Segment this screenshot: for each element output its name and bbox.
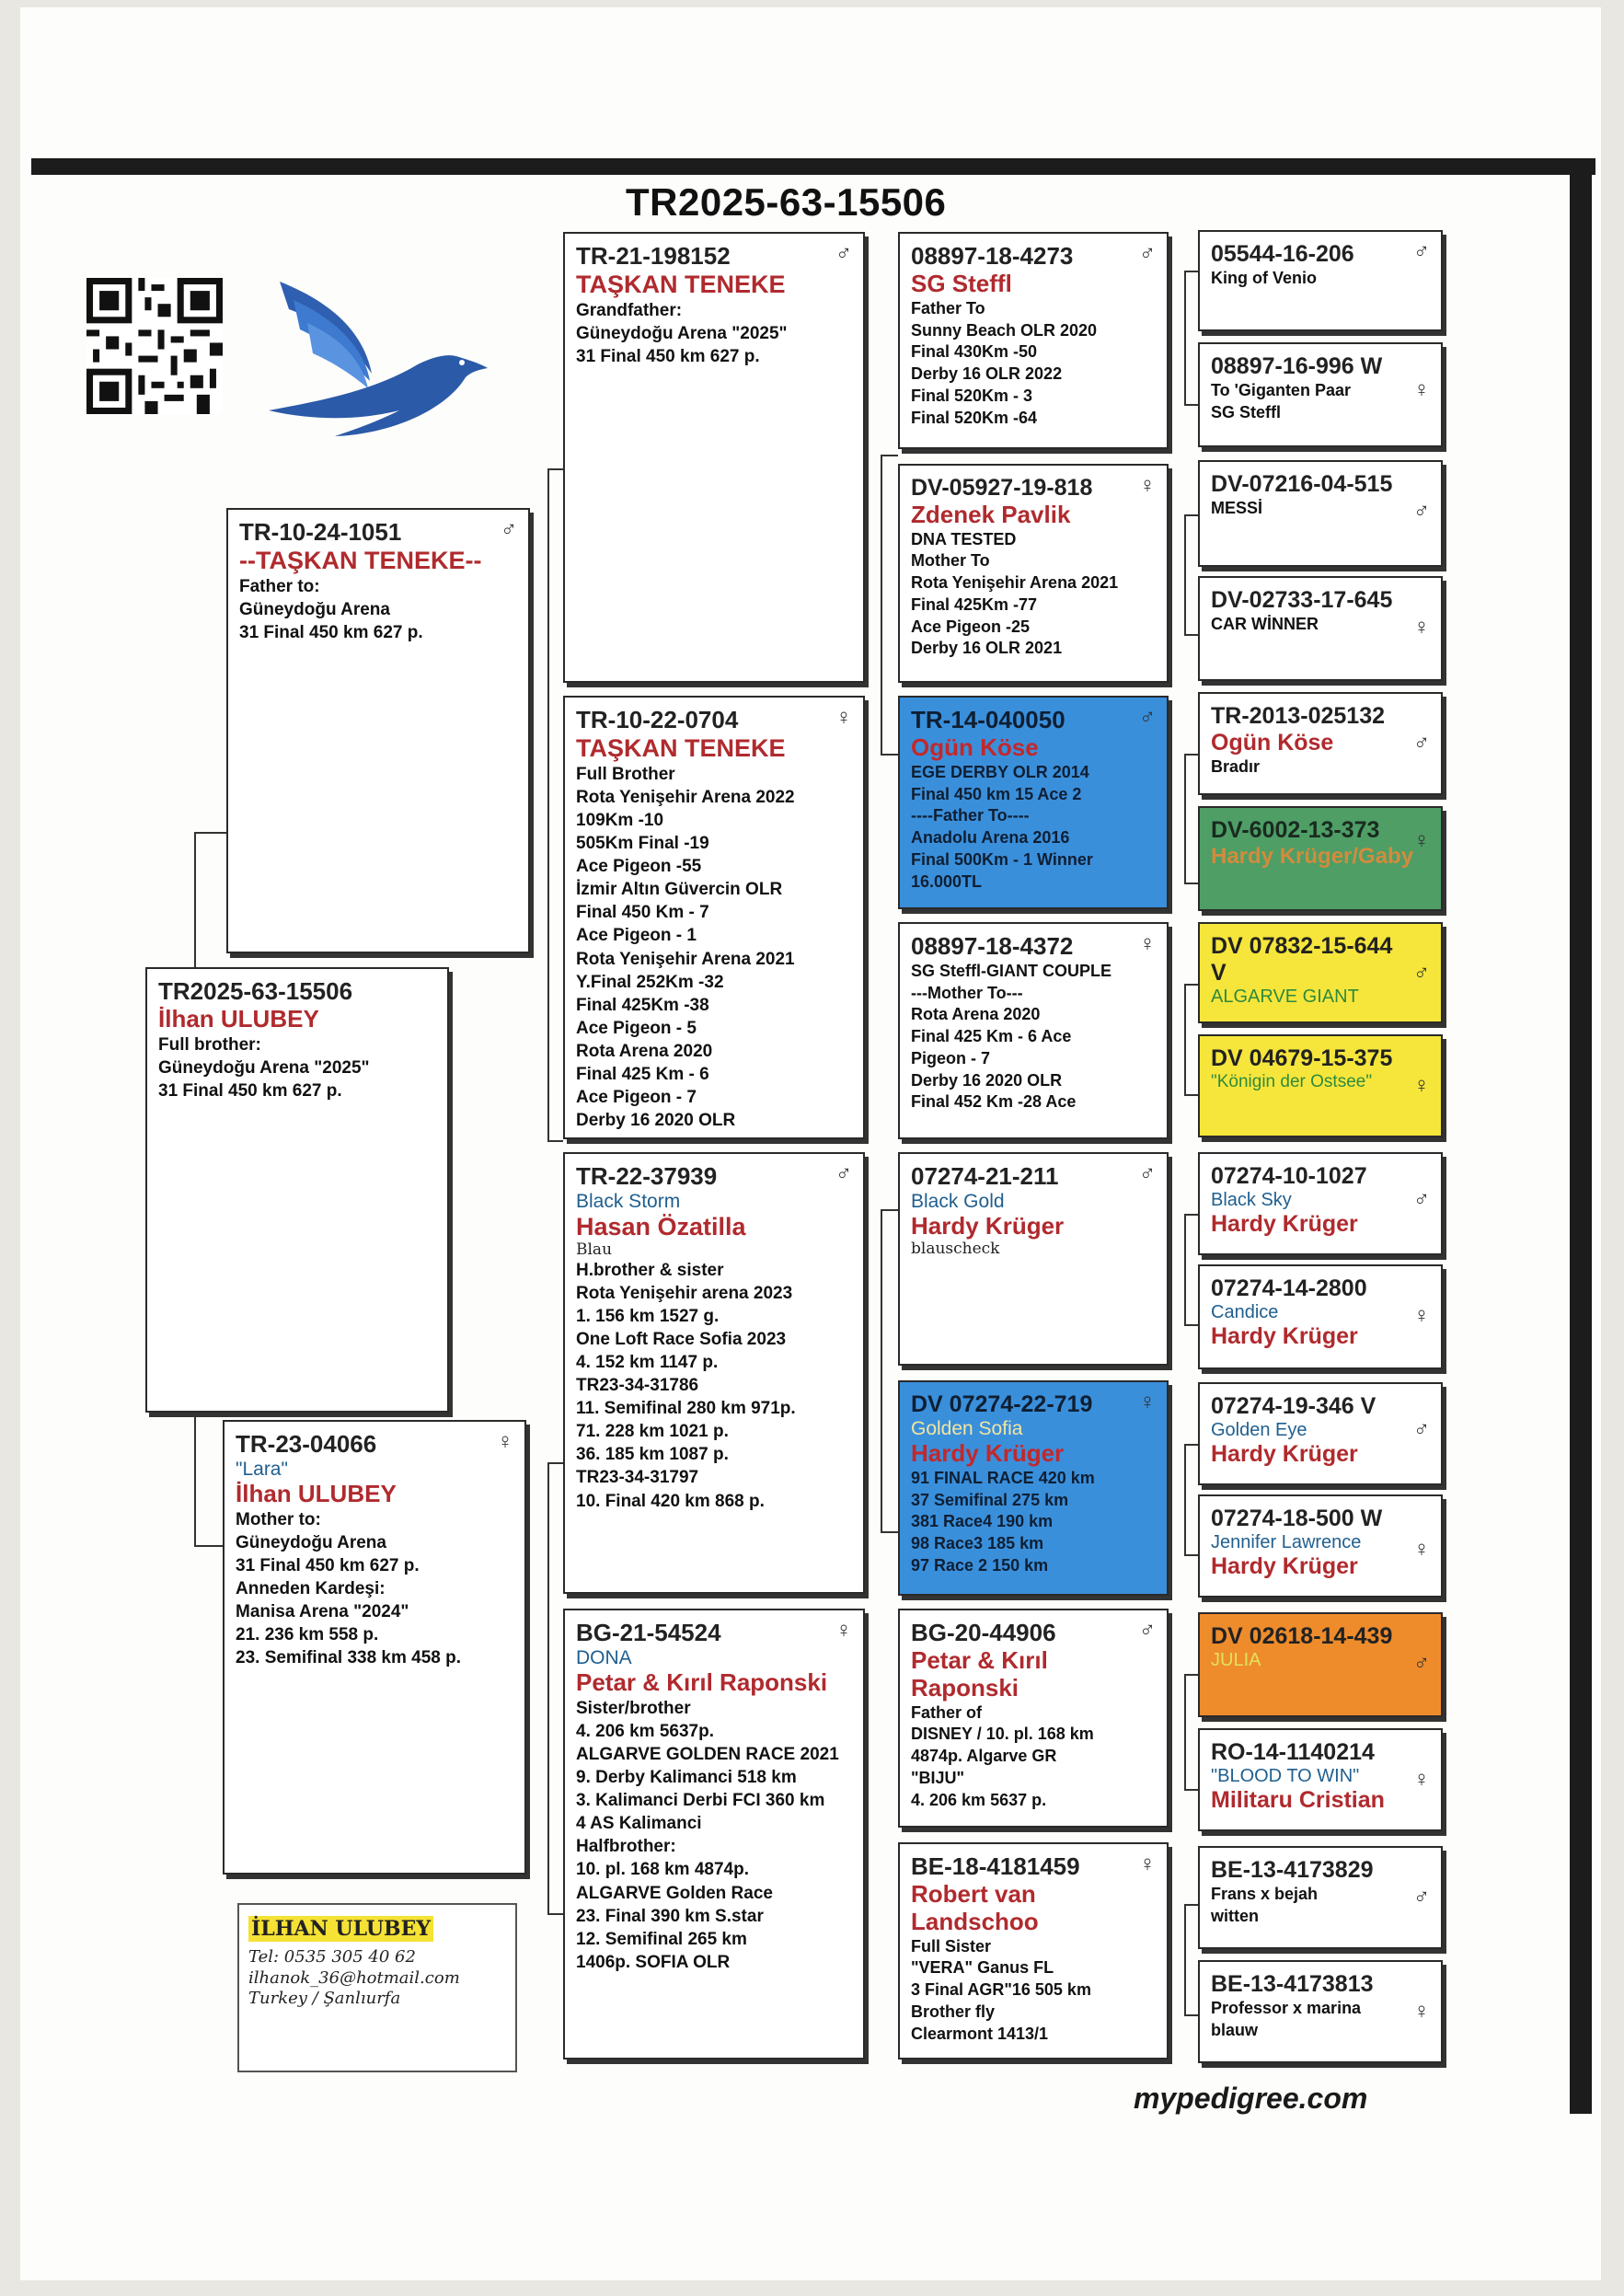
ring-number: DV-6002-13-373 [1211,817,1380,843]
performance-line: Güneydoğu Arena [236,1533,386,1552]
performance-line: Ace Pigeon -25 [911,617,1031,636]
male-symbol-icon: ♂ [1413,1187,1430,1212]
performance-line: 16.000TL [911,871,983,891]
performance-line: 37 Semifinal 275 km [911,1490,1069,1509]
male-symbol-icon: ♂ [835,1161,852,1186]
performance-line: Frans x bejah [1211,1884,1319,1903]
owner-name: TAŞKAN TENEKE [576,270,786,298]
ring-number: 05544-16-206 [1211,241,1354,267]
performance-line: 31 Final 450 km 627 p. [236,1556,420,1576]
performance-line: İzmir Altın Güvercin OLR [576,880,783,900]
owner-name: Hardy Krüger/Gaby [1211,843,1414,869]
performance-line: 4. 206 km 5637 p. [911,1790,1047,1809]
pigeon-card-g14[interactable] [1198,1728,1443,1831]
female-symbol-icon: ♀ [1139,1390,1156,1414]
ring-number: 07274-21-211 [911,1162,1059,1190]
performance-line: DISNEY / 10. pl. 168 km [911,1725,1094,1744]
female-symbol-icon: ♀ [1139,1852,1156,1876]
ring-number: DV-02733-17-645 [1211,587,1393,613]
ring-number: BG-20-44906 [911,1619,1056,1646]
performance-line: 4 AS Kalimanci [576,1814,702,1834]
owner-name: Hardy Krüger [1211,1210,1358,1237]
pigeon-card-sire[interactable] [226,508,530,953]
performance-line: Y.Final 252Km -32 [576,972,724,992]
pigeon-card-g1[interactable] [1198,230,1443,331]
performance-line: blauw [1211,2020,1259,2039]
pigeon-card-g9[interactable] [1198,1152,1443,1255]
performance-line: Pigeon - 7 [911,1048,991,1067]
female-symbol-icon: ♀ [1413,1537,1430,1562]
pigeon-card-g12[interactable] [1198,1494,1443,1598]
performance-line: Clearmont 1413/1 [911,2024,1049,2043]
male-symbol-icon: ♂ [1413,499,1430,524]
ring-number: BG-21-54524 [576,1619,721,1646]
performance-line: 98 Race3 185 km [911,1534,1044,1553]
breeder-phone: Tel: 0535 305 40 62 [248,1947,416,1967]
pigeon-card-subject[interactable] [145,967,449,1413]
male-symbol-icon: ♂ [1139,1618,1156,1643]
performance-line: 31 Final 450 km 627 p. [576,347,760,367]
ring-number: 07274-14-2800 [1211,1275,1367,1301]
pigeon-card-dam-sire[interactable] [563,1152,865,1594]
male-symbol-icon: ♂ [1139,1161,1156,1186]
breeder-location: Turkey / Şanlıurfa [248,1989,401,2008]
performance-line: Rota Arena 2020 [911,1005,1041,1024]
owner-name: Hardy Krüger [911,1438,1065,1467]
pigeon-card-sire-dam[interactable] [563,696,865,1139]
female-symbol-icon: ♀ [1413,1073,1430,1098]
male-symbol-icon: ♂ [1139,705,1156,730]
performance-line: 36. 185 km 1087 p. [576,1445,729,1465]
owner-name: TAŞKAN TENEKE [576,733,786,762]
female-symbol-icon: ♀ [1413,1303,1430,1328]
performance-line: Grandfather: [576,300,683,320]
owner-name: Petar & Kırıl Raponski [576,1668,828,1697]
male-symbol-icon: ♂ [1413,1651,1430,1676]
performance-line: 4. 206 km 5637p. [576,1722,714,1741]
performance-line: To 'Giganten Paar [1211,380,1351,399]
pigeon-card-g16[interactable] [1198,1960,1443,2063]
ring-number: TR2025-63-15506 [158,977,353,1005]
performance-line: Güneydoğu Arena "2025" [158,1057,370,1078]
performance-line: Final 425Km -38 [576,995,709,1015]
pigeon-card-dds[interactable] [898,1609,1169,1828]
ring-number: TR-10-22-0704 [576,706,739,733]
performance-line: 23. Final 390 km S.star [576,1906,764,1926]
performance-line: TR23-34-31797 [576,1468,699,1488]
pigeon-card-dam[interactable] [223,1420,526,1875]
performance-line: One Loft Race Sofia 2023 [576,1330,787,1349]
ring-number: 07274-10-1027 [1211,1163,1367,1189]
performance-line: Final 430Km -50 [911,342,1038,362]
performance-line: Derby 16 2020 OLR [576,1111,736,1131]
pigeon-name: "BLOOD TO WIN" [1211,1765,1360,1786]
pigeon-name: Jennifer Lawrence [1211,1531,1362,1552]
performance-line: Final 452 Km -28 Ace [911,1092,1077,1112]
female-symbol-icon: ♀ [1139,473,1156,498]
pigeon-card-g8[interactable] [1198,1034,1443,1137]
female-symbol-icon: ♀ [1413,1767,1430,1792]
performance-line: Ace Pigeon -55 [576,857,702,877]
performance-line: 9. Derby Kalimanci 518 km [576,1768,797,1788]
performance-line: Final 520Km - 3 [911,386,1033,405]
male-symbol-icon: ♂ [1413,961,1430,986]
male-symbol-icon: ♂ [1139,241,1156,266]
ring-number: BE-13-4173813 [1211,1971,1374,1997]
owner-name: Robert van Landschoo [911,1879,1039,1935]
performance-line: Father of [911,1702,983,1722]
ring-number: DV 07832-15-644 V [1211,933,1393,986]
performance-line: Professor x marina [1211,1998,1362,2017]
pigeon-name: ALGARVE GIANT [1211,986,1359,1007]
ring-number: DV-05927-19-818 [911,475,1093,501]
performance-line: 505Km Final -19 [576,834,709,854]
performance-line: Final 500Km - 1 Winner [911,849,1093,869]
performance-line: 71. 228 km 1021 p. [576,1422,729,1442]
performance-line: Final 425Km -77 [911,594,1038,614]
female-symbol-icon: ♀ [1413,1999,1430,2024]
pigeon-card-dam-dam[interactable] [563,1609,865,2059]
color-note: blauscheck [911,1239,1000,1258]
ring-number: TR-2013-025132 [1211,703,1386,729]
performance-line: TR23-34-31786 [576,1376,699,1396]
performance-line: "BIJU" [911,1768,965,1787]
performance-line: 4874p. Algarve GR [911,1747,1057,1766]
pigeon-card-ssd[interactable] [898,464,1169,683]
owner-name: Petar & Kırıl Raponski [911,1645,1048,1702]
male-symbol-icon: ♂ [835,241,852,266]
pigeon-name: Candice [1211,1301,1279,1322]
performance-line: DNA TESTED [911,529,1017,548]
performance-line: Final 450 Km - 7 [576,903,709,923]
female-symbol-icon: ♀ [1139,931,1156,956]
pigeon-card-g3[interactable] [1198,460,1443,567]
performance-line: witten [1211,1906,1259,1925]
ring-number: TR-22-37939 [576,1162,718,1190]
performance-line: 1. 156 km 1527 g. [576,1306,720,1326]
ring-number: DV 07274-22-719 [911,1391,1093,1417]
top-border-bar [31,158,1595,175]
performance-line: CAR WİNNER [1211,614,1319,633]
pigeon-card-g4[interactable] [1198,576,1443,681]
pigeon-name: "Lara" [236,1458,288,1480]
performance-line: Anneden Kardeşi: [236,1579,386,1599]
pigeon-card-dsd[interactable] [898,1380,1169,1596]
performance-line: Derby 16 2020 OLR [911,1070,1063,1090]
performance-line: Final 425 Km - 6 Ace [911,1027,1072,1046]
owner-name: Hardy Krüger [1211,1552,1358,1579]
ring-number: 07274-19-346 V [1211,1393,1376,1419]
pigeon-card-ddd[interactable] [898,1842,1169,2059]
owner-name: Ogün Köse [911,733,1039,761]
owner-name: Hardy Krüger [1211,1440,1358,1467]
performance-line: 3 Final AGR"16 505 km [911,1980,1091,2000]
performance-line: Rota Yenişehir Arena 2022 [576,788,795,808]
female-symbol-icon: ♀ [1413,828,1430,853]
pigeon-name: Golden Sofia [911,1417,1023,1439]
owner-name: Ogün Köse [1211,729,1334,756]
performance-line: Full brother: [158,1034,261,1055]
performance-line: "VERA" Ganus FL [911,1958,1054,1978]
pigeon-card-sds[interactable] [898,696,1169,909]
male-symbol-icon: ♂ [501,517,517,542]
pigeon-name: Black Storm [576,1190,681,1212]
performance-line: Güneydoğu Arena "2025" [576,324,788,344]
performance-line: Bradır [1211,756,1261,776]
pigeon-card-g13[interactable] [1198,1612,1443,1717]
performance-line: Derby 16 OLR 2021 [911,639,1063,658]
performance-line: 381 Race4 190 km [911,1512,1054,1531]
performance-line: EGE DERBY OLR 2014 [911,762,1089,781]
performance-line: Final 425 Km - 6 [576,1064,709,1084]
female-symbol-icon: ♀ [1413,615,1430,640]
performance-line: Father to: [239,576,320,596]
owner-name: Militaru Cristian [1211,1786,1385,1813]
performance-line: 21. 236 km 558 p. [236,1625,379,1645]
performance-line: Final 450 km 15 Ace 2 [911,784,1082,803]
performance-line: SG Steffl-GIANT COUPLE [911,961,1112,980]
pigeon-name: Black Gold [911,1190,1005,1212]
ring-number: 08897-18-4273 [911,242,1074,270]
performance-line: ALGARVE Golden Race [576,1883,773,1903]
ring-number: 07274-18-500 W [1211,1506,1383,1531]
owner-name: Hardy Krüger [911,1212,1065,1240]
breeder-name: İLHAN ULUBEY [248,1916,433,1942]
performance-line: H.brother & sister [576,1260,724,1280]
performance-line: 10. pl. 168 km 4874p. [576,1860,750,1880]
performance-line: Full Sister [911,1936,992,1956]
breeder-email[interactable]: ilhanok_36@hotmail.com [248,1967,460,1988]
pigeon-name: "Königin der Ostsee" [1211,1071,1373,1091]
performance-line: Mother to: [236,1509,321,1529]
performance-line: 1406p. SOFIA OLR [576,1952,731,1972]
pigeon-card-sss[interactable] [898,232,1169,449]
performance-line: Manisa Arena "2024" [236,1602,409,1622]
owner-name: İlhan ULUBEY [236,1480,397,1508]
pigeon-name: Golden Eye [1211,1419,1307,1440]
performance-line: SG Steffl [1211,402,1282,421]
performance-line: 31 Final 450 km 627 p. [239,623,423,643]
male-symbol-icon: ♂ [1413,1885,1430,1909]
owner-name: --TAŞKAN TENEKE-- [239,546,482,574]
ring-number: TR-21-198152 [576,242,731,270]
performance-line: Ace Pigeon - 1 [576,926,697,946]
performance-line: Rota Yenişehir Arena 2021 [576,949,795,969]
performance-line: Sunny Beach OLR 2020 [911,320,1098,340]
performance-line: 97 Race 2 150 km [911,1555,1049,1575]
performance-line: Güneydoğu Arena [239,600,390,620]
performance-line: 10. Final 420 km 868 p. [576,1491,765,1511]
performance-line: 31 Final 450 km 627 p. [158,1080,342,1101]
performance-line: 23. Semifinal 338 km 458 p. [236,1648,462,1668]
color-note: Blau [576,1240,613,1260]
owner-name: Hardy Krüger [1211,1322,1358,1349]
performance-line: Rota Yenişehir arena 2023 [576,1283,793,1303]
female-symbol-icon: ♀ [1413,377,1430,402]
owner-name: İlhan ULUBEY [158,1004,319,1033]
footer-website-link[interactable]: mypedigree.com [1134,2082,1368,2115]
performance-line: Brother fly [911,2002,996,2021]
ring-number: TR-23-04066 [236,1430,377,1458]
performance-line: Sister/brother [576,1698,691,1718]
performance-line: Rota Arena 2020 [576,1041,713,1061]
male-symbol-icon: ♂ [1413,731,1430,756]
ring-number: RO-14-1140214 [1211,1739,1375,1765]
ring-number: DV 04679-15-375 [1211,1045,1393,1071]
performance-line: 11. Semifinal 280 km 971p. [576,1399,796,1419]
performance-line: ----Father To---- [911,806,1030,825]
ring-number: TR-14-040050 [911,706,1065,733]
ring-number: 08897-18-4372 [911,932,1074,960]
pigeon-card-g6[interactable] [1198,806,1443,911]
pigeon-card-dss[interactable] [898,1152,1169,1366]
breeder-contact-box [237,1903,517,2072]
performance-line: Anadolu Arena 2016 [911,828,1070,848]
pigeon-card-g15[interactable] [1198,1846,1443,1949]
pigeon-name: Black Sky [1211,1189,1292,1210]
right-border-bar [1570,158,1592,2114]
pigeon-card-sire-sire[interactable] [563,232,865,683]
performance-line: Full Brother [576,764,675,784]
pigeon-card-g2[interactable] [1198,342,1443,447]
performance-line: Final 520Km -64 [911,408,1038,427]
performance-line: Rota Yenişehir Arena 2021 [911,573,1119,593]
owner-name: SG Steffl [911,269,1012,297]
pigeon-name: JULIA [1211,1649,1261,1670]
pigeon-card-g5[interactable] [1198,692,1443,795]
pigeon-card-sdd[interactable] [898,922,1169,1139]
performance-line: Derby 16 OLR 2022 [911,364,1063,384]
female-symbol-icon: ♀ [497,1429,513,1454]
performance-line: ALGARVE GOLDEN RACE 2021 [576,1745,839,1765]
performance-line: ---Mother To--- [911,983,1023,1002]
performance-line: Mother To [911,551,990,571]
ring-number: BE-18-4181459 [911,1852,1080,1880]
owner-name: Hasan Özatilla [576,1213,746,1241]
male-symbol-icon: ♂ [1413,239,1430,264]
performance-line: Father To [911,298,985,317]
ring-number: 08897-16-996 W [1211,353,1383,379]
performance-line: King of Venio [1211,268,1317,287]
performance-line: Ace Pigeon - 5 [576,1018,697,1038]
female-symbol-icon: ♀ [835,1618,852,1643]
performance-line: 12. Semifinal 265 km [576,1929,747,1949]
pigeon-card-g11[interactable] [1198,1382,1443,1485]
pigeon-name: DONA [576,1646,632,1668]
performance-line: 91 FINAL RACE 420 km [911,1468,1095,1487]
performance-line: 3. Kalimanci Derbi FCI 360 km [576,1791,825,1811]
performance-line: 4. 152 km 1147 p. [576,1353,719,1373]
ring-number: DV-07216-04-515 [1211,471,1393,497]
qr-code-icon [85,278,225,414]
ring-number: BE-13-4173829 [1211,1857,1374,1883]
dove-logo-icon [261,272,491,447]
pigeon-card-g10[interactable] [1198,1264,1443,1369]
page-title: TR2025-63-15506 [626,180,947,224]
female-symbol-icon: ♀ [835,705,852,730]
ring-number: TR-10-24-1051 [239,518,402,546]
performance-line: 109Km -10 [576,811,664,831]
pigeon-card-g7[interactable] [1198,922,1443,1023]
ring-number: DV 02618-14-439 [1211,1623,1393,1649]
performance-line: Ace Pigeon - 7 [576,1088,697,1108]
performance-line: MESSİ [1211,498,1263,517]
owner-name: Zdenek Pavlik [911,500,1071,528]
performance-line: Halfbrother: [576,1837,676,1857]
male-symbol-icon: ♂ [1413,1417,1430,1442]
